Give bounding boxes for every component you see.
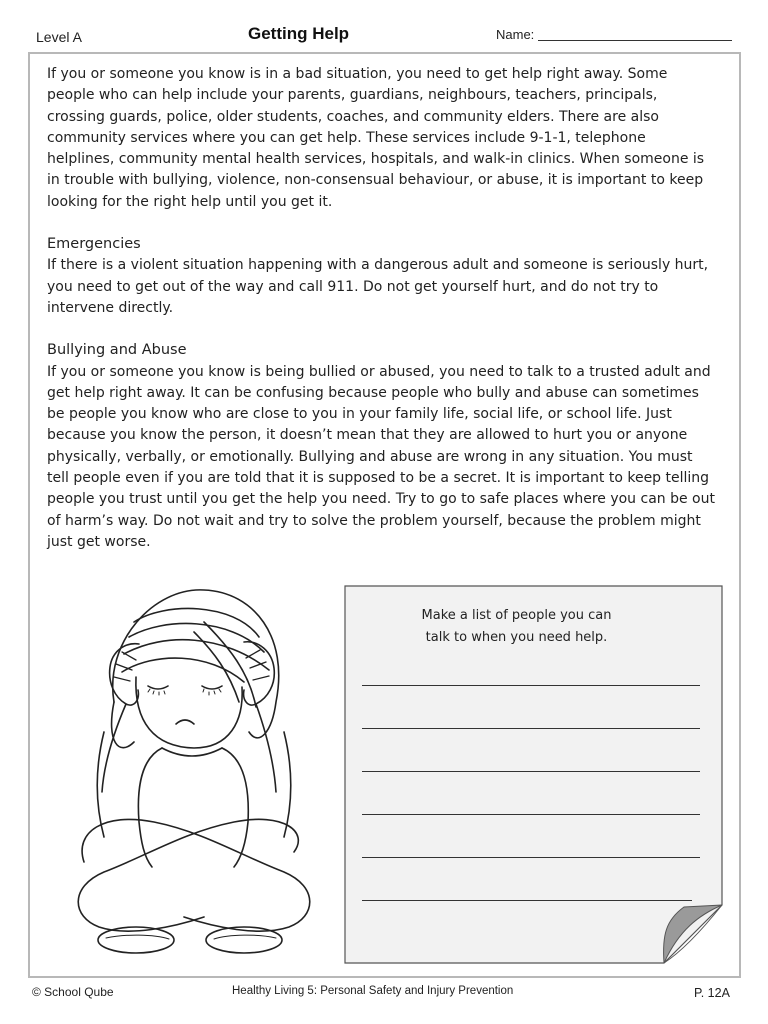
- subject-title: Healthy Living 5: Personal Safety and Injury Prevention: [232, 985, 514, 997]
- name-field-line[interactable]: [538, 40, 732, 41]
- answer-line-3[interactable]: [362, 771, 700, 772]
- section-heading-bullying: Bullying and Abuse: [47, 342, 187, 359]
- section-body-emergencies: If there is a violent situation happening with a dangerous adult and someone is seriously hurt, you need to get out of the way and call 911. Do not get yourself hurt, and do not try to intervene directly.: [47, 257, 709, 316]
- section-body-bullying: If you or someone you know is being bullied or abused, you need to talk to a trusted adult and get help right away. It can be confusing because people who bully and abuse can sometimes be people you know who are close to you in your family life, social life, or school life. Just because you know the person, it doesn’t mean that they are allowed to hurt you or anyone physically, verbally, or emotionally. Bullying and abuse are wrong in any situation. You must tell people even if you are told that it is supposed to be a secret. It is important to keep telling people you trust until you get the help you need. Try to go to safe places where you can be out of harm’s way. Do not wait and try to solve the problem yourself, because the problem might just get worse.: [47, 363, 715, 550]
- answer-line-4[interactable]: [362, 814, 700, 815]
- copyright-text: © School Qube: [32, 985, 114, 999]
- reading-passage: [47, 64, 715, 553]
- activity-prompt: [344, 605, 689, 649]
- level-label: Level A: [36, 29, 82, 45]
- answer-line-2[interactable]: [362, 728, 700, 729]
- worried-child-illustration: [44, 582, 324, 967]
- worksheet-header: [0, 22, 768, 52]
- intro-paragraph: If you or someone you know is in a bad situation, you need to get help right away. Some people who can help include your parents, guardians, neighbours, teachers, principals, crossing guards, police, older students, coaches, and community elders. There are also community services where you can get help. These services include 9-1-1, telephone helplines, community mental health services, hospitals, and walk-in clinics. When someone is in trouble with bullying, violence, non-consensual behaviour, or abuse, it is important to keep looking for the right help until you get it.: [47, 66, 705, 210]
- activity-prompt-line1: Make a list of people you can: [421, 608, 612, 623]
- answer-line-5[interactable]: [362, 857, 700, 858]
- name-label: Name:: [496, 27, 535, 42]
- answer-line-1[interactable]: [362, 685, 700, 686]
- answer-line-6[interactable]: [362, 900, 692, 901]
- page-number: P. 12A: [694, 986, 730, 1000]
- activity-note: [344, 585, 724, 965]
- page-title: Getting Help: [248, 24, 350, 43]
- activity-prompt-line2: talk to when you need help.: [425, 630, 608, 645]
- section-heading-emergencies: Emergencies: [47, 236, 141, 253]
- worksheet-footer: [0, 985, 768, 1005]
